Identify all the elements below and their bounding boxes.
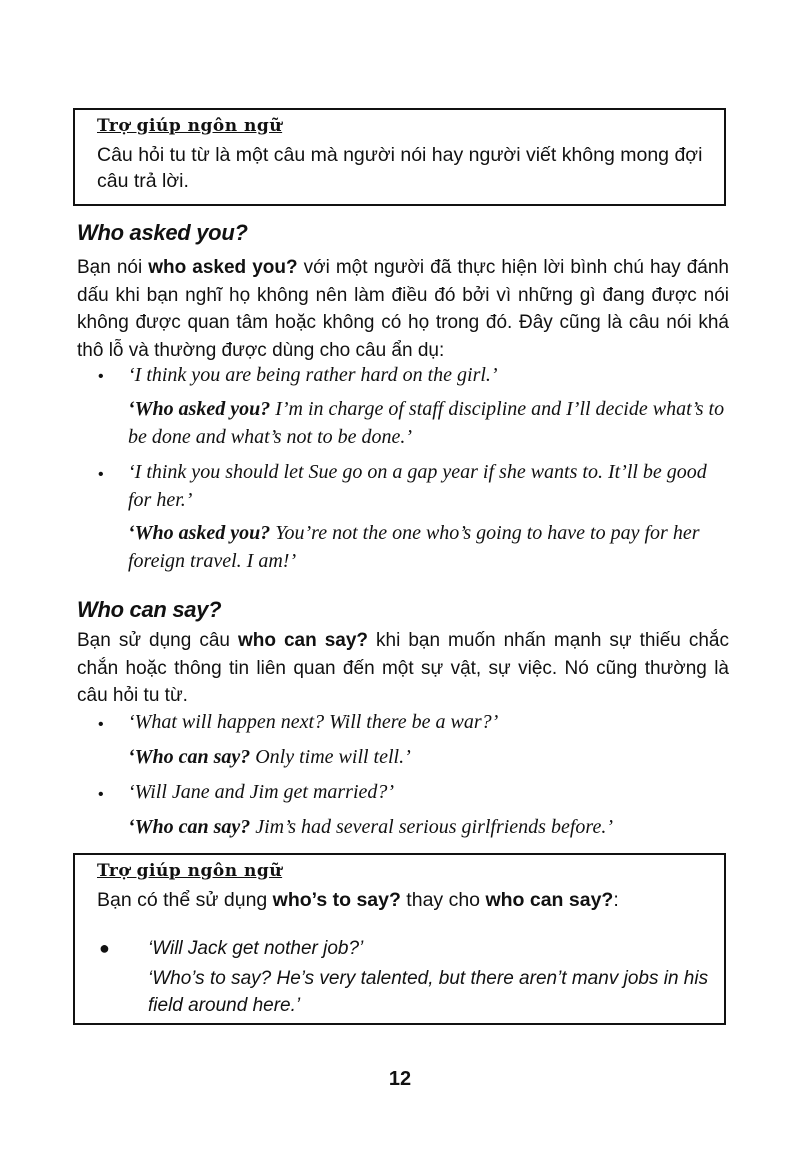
example-quote: ‘What will happen next? Will there be a war?’ xyxy=(128,711,499,733)
example-quote: ‘Will Jane and Jim get married?’ xyxy=(128,781,395,803)
bullet-icon: • xyxy=(98,466,104,483)
section-paragraph: Bạn sử dụng câu who can say? khi bạn muốn nhấn mạnh sự thiếu chắc chắn hoặc thông tin liên quan đến một sự vật, sự việc. Nó cũng thường là câu hỏi tu từ. xyxy=(77,630,729,706)
box-title-text: Trợ giúp ngôn ngữ xyxy=(97,116,283,136)
box-example-quote: ‘Will Jack get nother job?’ xyxy=(148,938,364,959)
example-quote: ‘I think you are being rather hard on the girl.’ xyxy=(128,364,498,386)
box-title xyxy=(97,861,282,881)
box-title-text: Trợ giúp ngôn ngữ xyxy=(97,861,283,881)
bullet-icon: ● xyxy=(99,938,110,958)
box-text: Câu hỏi tu từ là một câu mà người nói hay người viết không mong đợi câu trả lời. xyxy=(97,144,703,192)
page-number: 12 xyxy=(388,1068,412,1090)
section-paragraph: Bạn nói who asked you? với một người đã thực hiện lời bình chú hay đánh dấu khi bạn nghĩ họ không nên làm điều đó bởi vì những gì đang được nói không được quan tâm hoặc không có họ trong đó. Đây cũng là câu nói khá thô lỗ và thường được dùng cho câu ẩn dụ: xyxy=(77,257,729,361)
section-heading: Who asked you? xyxy=(77,220,248,245)
bullet-icon: • xyxy=(98,786,104,803)
bullet-icon: • xyxy=(98,716,104,733)
box-example-reply: ‘Who’s to say? He’s very talented, but there aren’t manv jobs in his field around here.’ xyxy=(148,968,709,1016)
box-title xyxy=(97,116,282,136)
section-heading: Who can say? xyxy=(77,597,222,622)
example-reply: ‘Who can say? Jim’s had several serious girlfriends before.’ xyxy=(128,816,613,838)
example-quote: ‘I think you should let Sue go on a gap year if she wants to. It’ll be good for her.’ xyxy=(128,461,707,511)
example-reply: ‘Who can say? Only time will tell.’ xyxy=(128,746,411,768)
example-reply: ‘Who asked you? You’re not the one who’s going to have to pay for her foreign travel. I am!’ xyxy=(128,522,700,572)
example-reply: ‘Who asked you? I’m in charge of staff discipline and I’ll decide what’s to be done and what’s not to be done.’ xyxy=(128,398,725,448)
language-help-box-1 xyxy=(73,108,726,206)
bullet-icon: • xyxy=(98,368,104,385)
box-text: Bạn có thể sử dụng who’s to say? thay cho who can say?: xyxy=(97,889,619,911)
